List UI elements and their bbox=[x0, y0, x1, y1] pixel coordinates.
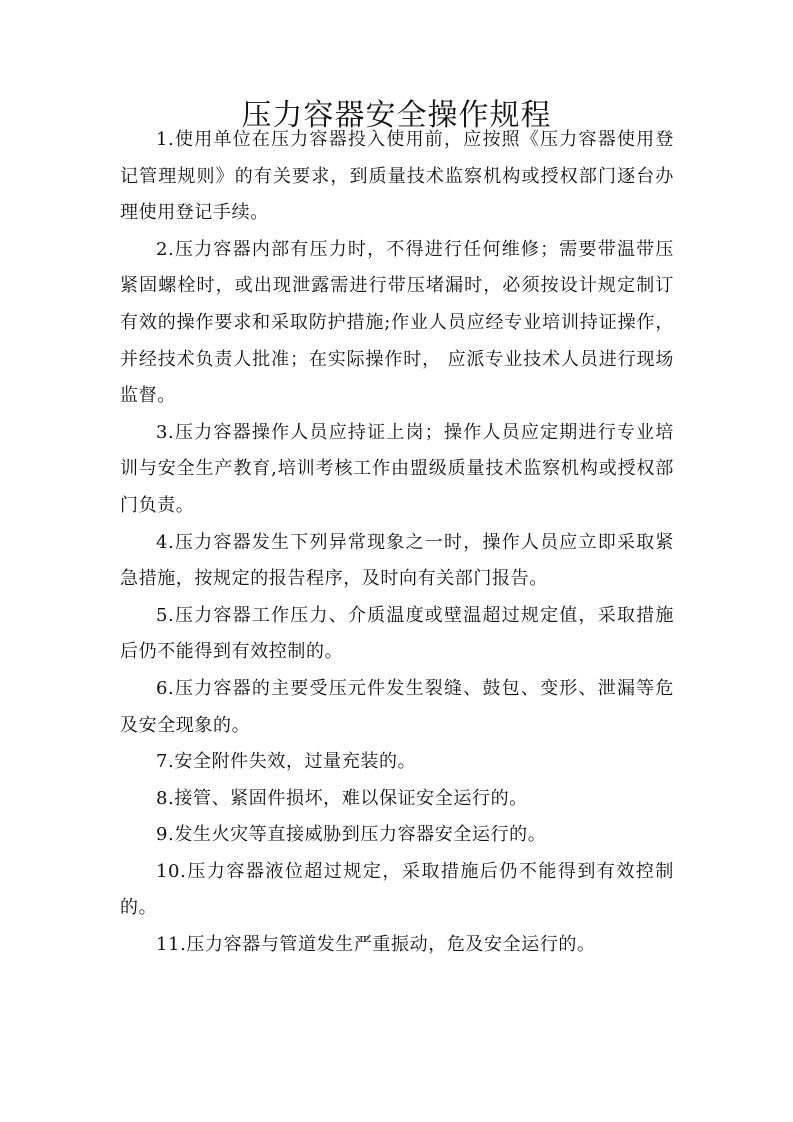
paragraph-10: 10.压力容器液位超过规定，采取措施后仍不能得到有效控制的。 bbox=[120, 860, 674, 919]
paragraph-6: 6.压力容器的主要受压元件发生裂缝、鼓包、变形、泄漏等危及安全现象的。 bbox=[120, 677, 674, 736]
paragraph-7: 7.安全附件失效，过量充装的。 bbox=[156, 751, 417, 773]
paragraph-5: 5.压力容器工作压力、介质温度或壁温超过规定值，采取措施后仍不能得到有效控制的。 bbox=[120, 604, 674, 663]
document-title: 压力容器安全操作规程 bbox=[241, 98, 552, 134]
paragraph-8: 8.接管、紧固件损坏，难以保证安全运行的。 bbox=[156, 787, 528, 809]
paragraph-2: 2.压力容器内部有压力时，不得进行任何维修；需要带温带压紧固螺栓时，或出现泄露需进行带压堵漏时，必须按设计规定制订有效的操作要求和采取防护措施;作业人员应经专业培训持证操作，并经技术负责人批准；在实际操作时， 应派专业技术人员进行现场监督。 bbox=[120, 238, 674, 407]
paragraph-1: 1.使用单位在压力容器投入使用前，应按照《压力容器使用登记管理规则》的有关要求，到质量技术监察机构或授权部门逐台办理使用登记手续。 bbox=[120, 129, 674, 224]
paragraph-4: 4.压力容器发生下列异常现象之一时，操作人员应立即采取紧急措施，按规定的报告程序，及时向有关部门报告。 bbox=[120, 531, 674, 590]
document-body bbox=[120, 122, 674, 964]
paragraph-11: 11.压力容器与管道发生严重振动，危及安全运行的。 bbox=[156, 934, 596, 956]
paragraph-9: 9.发生火灾等直接威胁到压力容器安全运行的。 bbox=[156, 824, 547, 846]
paragraph-3: 3.压力容器操作人员应持证上岗；操作人员应定期进行专业培训与安全生产教育,培训考核工作由盟级质量技术监察机构或授权部门负责。 bbox=[120, 421, 674, 516]
